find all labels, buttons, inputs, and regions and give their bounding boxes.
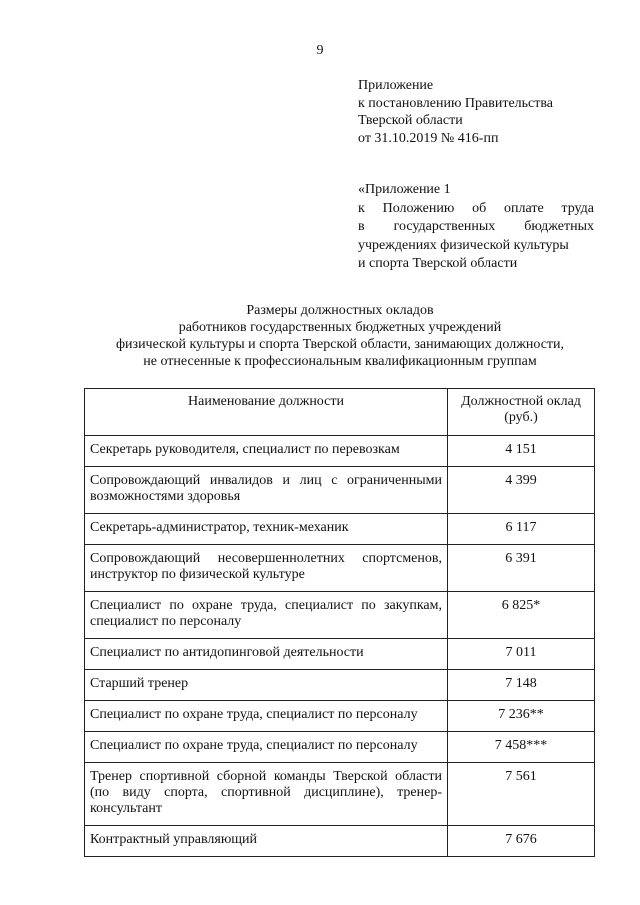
position-name: Старший тренер (85, 670, 448, 701)
appendix-line: Тверской области (358, 113, 463, 128)
position-name: Контрактный управляющий (85, 826, 448, 857)
position-salary: 7 236** (448, 701, 595, 732)
appendix-line: от 31.10.2019 № 416-пп (358, 130, 499, 146)
position-salary: 4 399 (448, 467, 595, 514)
header-salary-line: Должностной оклад (461, 394, 581, 409)
appendix-1-line: в государственных бюджетных (358, 219, 594, 234)
position-salary: 6 391 (448, 545, 595, 592)
heading-line: физической культуры и спорта Тверской области, занимающих должности, (115, 337, 565, 352)
appendix-1-line: «Приложение 1 (358, 182, 451, 197)
table-row (85, 763, 595, 826)
heading-line: работников государственных бюджетных учреждений (178, 320, 502, 335)
appendix-1-line: учреждениях физической культуры (358, 237, 569, 253)
salary-table (84, 388, 595, 857)
page-number: 9 (316, 43, 324, 58)
appendix-1-line: и спорта Тверской области (358, 256, 518, 271)
appendix-1-line: к Положению об оплате труда (358, 200, 594, 216)
header-salary-unit: (руб.) (504, 410, 538, 425)
position-salary: 6 825* (448, 592, 595, 639)
position-name: Сопровождающий несовершеннолетних спортсменов, инструктор по физической культуре (85, 545, 448, 592)
table-row (85, 826, 595, 857)
position-salary: 7 676 (448, 826, 595, 857)
position-name: Сопровождающий инвалидов и лиц с ограниченными возможностями здоровья (85, 467, 448, 514)
document-heading (60, 302, 620, 370)
header-position-name: Наименование должности (85, 389, 448, 436)
position-salary: 7 561 (448, 763, 595, 826)
table-row (85, 732, 595, 763)
table-row (85, 467, 595, 514)
position-name: Специалист по охране труда, специалист по персоналу (85, 732, 448, 763)
appendix-block (358, 77, 608, 147)
position-salary: 7 148 (448, 670, 595, 701)
position-name: Специалист по антидопинговой деятельности (85, 639, 448, 670)
header-salary (448, 389, 595, 436)
table-row (85, 436, 595, 467)
table-row (85, 514, 595, 545)
appendix-line: к постановлению Правительства (358, 95, 554, 111)
position-salary: 7 458*** (448, 732, 595, 763)
table-row (85, 639, 595, 670)
position-name: Специалист по охране труда, специалист по закупкам, специалист по персоналу (85, 592, 448, 639)
table-row (85, 592, 595, 639)
heading-line: Размеры должностных окладов (246, 303, 434, 318)
position-name: Специалист по охране труда, специалист по персоналу (85, 701, 448, 732)
position-name: Тренер спортивной сборной команды Тверской области (по виду спорта, спортивной дисциплине), тренер-консультант (85, 763, 448, 826)
position-salary: 7 011 (448, 639, 595, 670)
table-row (85, 545, 595, 592)
appendix-1-block (358, 181, 594, 274)
heading-line: не отнесенные к профессиональным квалификационным группам (143, 354, 537, 369)
table-header-row (85, 389, 595, 436)
table-row (85, 701, 595, 732)
position-name: Секретарь-администратор, техник-механик (85, 514, 448, 545)
position-salary: 4 151 (448, 436, 595, 467)
position-name: Секретарь руководителя, специалист по перевозкам (85, 436, 448, 467)
appendix-line: Приложение (358, 78, 434, 93)
position-salary: 6 117 (448, 514, 595, 545)
table-row (85, 670, 595, 701)
